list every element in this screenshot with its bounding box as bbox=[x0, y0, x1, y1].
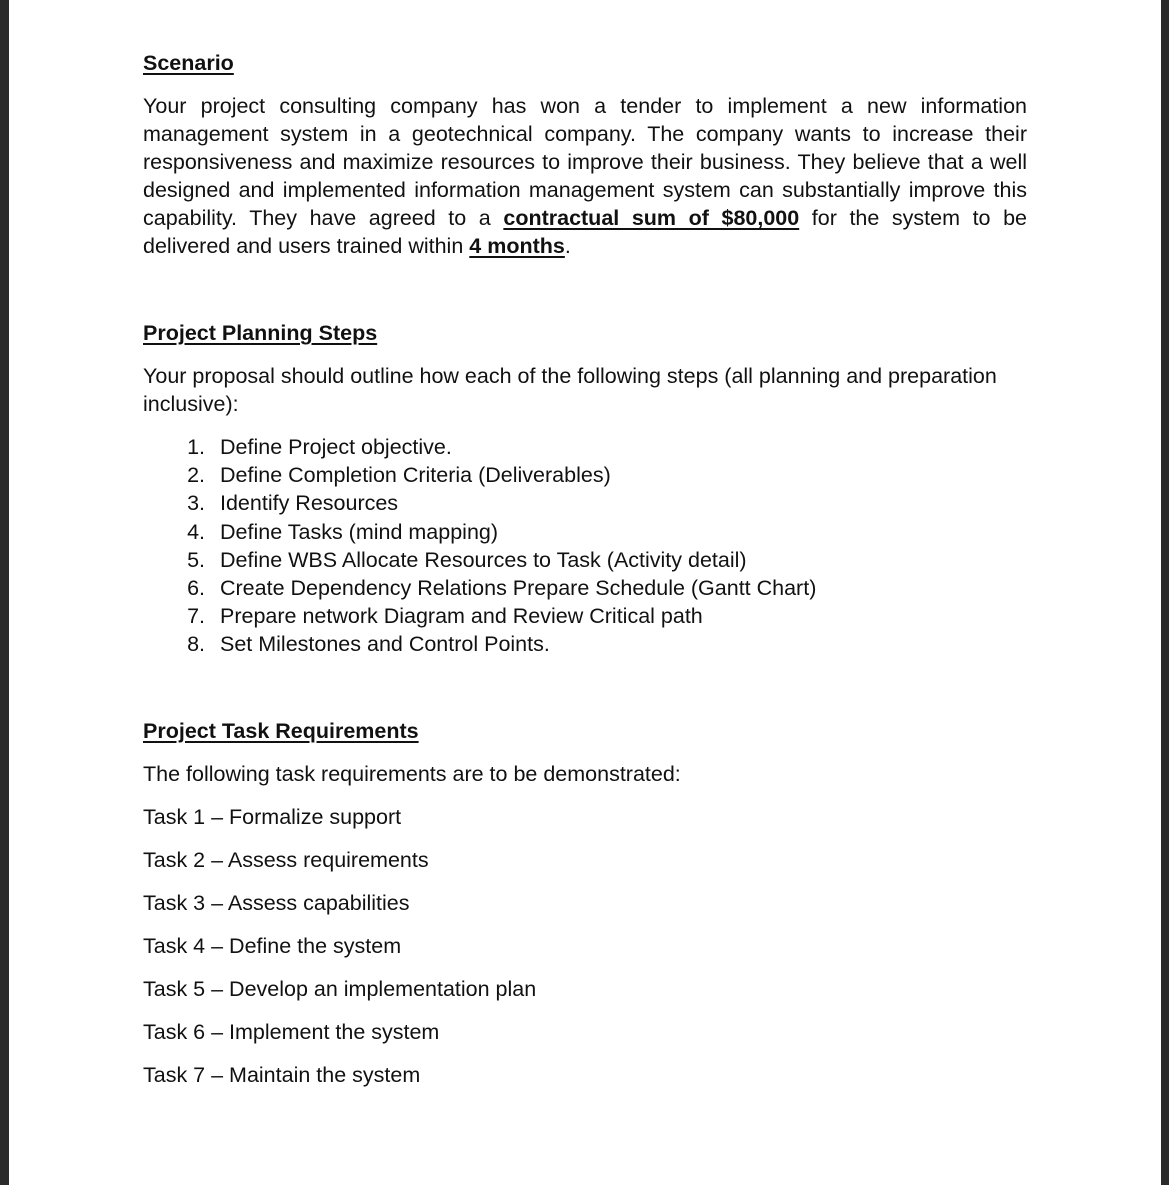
planning-heading: Project Planning Steps bbox=[143, 321, 378, 345]
tasks-intro: The following task requirements are to be demonstrated: bbox=[143, 761, 681, 786]
planning-step: 2. Define Completion Criteria (Deliverables) bbox=[211, 461, 1027, 489]
scenario-text-end: . bbox=[564, 234, 571, 258]
task-item: Task 3 – Assess capabilities bbox=[143, 890, 410, 915]
task-item: Task 1 – Formalize support bbox=[143, 804, 402, 829]
document-content bbox=[143, 48, 1027, 1090]
scenario-text-before: Your project consulting company has won a tender to implement a new information management system in a geotechnical company. The company wants to increase their responsiveness and maximize resources to improve their business. They believe that a well designed and implemented information management system can substantially improve this capability. They have agreed to a bbox=[143, 94, 1027, 230]
scenario-paragraph bbox=[143, 92, 1027, 260]
task-item: Task 6 – Implement the system bbox=[143, 1019, 440, 1044]
task-item: Task 7 – Maintain the system bbox=[143, 1062, 421, 1087]
planning-step: 5. Define WBS Allocate Resources to Task (Activity detail) bbox=[211, 546, 1027, 574]
task-item: Task 5 – Develop an implementation plan bbox=[143, 976, 537, 1001]
task-item: Task 4 – Define the system bbox=[143, 933, 402, 958]
planning-step: 4. Define Tasks (mind mapping) bbox=[211, 518, 1027, 546]
planning-step: 8. Set Milestones and Control Points. bbox=[211, 630, 1027, 658]
task-item: Task 2 – Assess requirements bbox=[143, 847, 429, 872]
contract-sum: contractual sum of $80,000 bbox=[503, 206, 800, 230]
contract-duration: 4 months bbox=[469, 234, 565, 258]
scenario-heading: Scenario bbox=[143, 51, 234, 75]
planning-step: 7. Prepare network Diagram and Review Critical path bbox=[211, 602, 1027, 630]
planning-steps-list bbox=[143, 433, 1027, 659]
scenario-text-middle: for the system to be delivered and users trained within bbox=[143, 206, 1028, 258]
planning-step: 3. Identify Resources bbox=[211, 489, 1027, 517]
tasks-heading: Project Task Requirements bbox=[143, 718, 419, 743]
planning-step: 6. Create Dependency Relations Prepare Schedule (Gantt Chart) bbox=[211, 574, 1027, 602]
planning-step: 1. Define Project objective. bbox=[211, 433, 1027, 461]
document-page bbox=[9, 0, 1161, 1185]
planning-intro: Your proposal should outline how each of the following steps (all planning and preparation inclusive): bbox=[143, 364, 997, 416]
